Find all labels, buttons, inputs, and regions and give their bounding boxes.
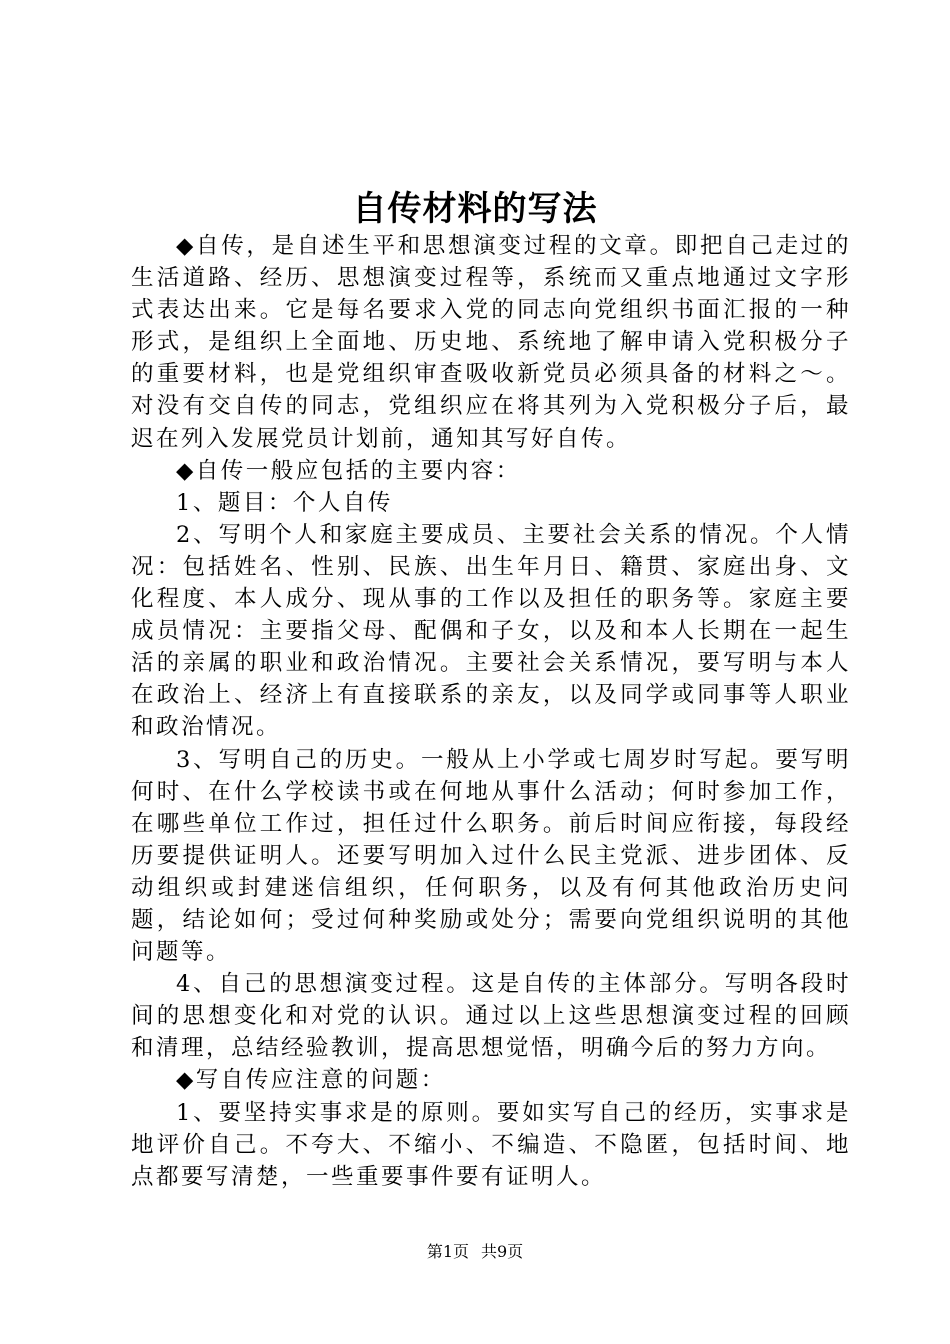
page-footer [0, 1240, 950, 1264]
paragraph-item-family: 2、写明个人和家庭主要成员、主要社会关系的情况。个人情况：包括姓名、性别、民族、出生年月日、籍贯、家庭出身、文化程度、本人成分、现从事的工作以及担任的职务等。家庭主要成员情况：主要指父母、配偶和子女，以及和本人长期在一起生活的亲属的职业和政治情况。主要社会关系情况，要写明与本人在政治上、经济上有直接联系的亲友，以及同学或同事等人职业和政治情况。 [131, 521, 851, 741]
page-total: 共9页 [481, 1242, 524, 1261]
document-body [131, 230, 851, 1193]
paragraph-item-history: 3、写明自己的历史。一般从上小学或七周岁时写起。要写明何时、在什么学校读书或在何地从事什么活动；何时参加工作，在哪些单位工作过，担任过什么职务。前后时间应衔接，每段经历要提供证明人。还要写明加入过什么民主党派、进步团体、反动组织或封建迷信组织，任何职务，以及有何其他政治历史问题，结论如何；受过何种奖励或处分；需要向党组织说明的其他问题等。 [131, 746, 851, 966]
paragraph-item-title: 1、题目：个人自传 [176, 489, 393, 516]
paragraph-intro: ◆自传，是自述生平和思想演变过程的文章。即把自己走过的生活道路、经历、思想演变过程等，系统而又重点地通过文字形式表达出来。它是每名要求入党的同志向党组织书面汇报的一种形式，是组织上全面地、历史地、系统地了解申请入党积极分子的重要材料，也是党组织审查吸收新党员必须具备的材料之～。对没有交自传的同志，党组织应在将其列为入党积极分子后，最迟在列入发展党员计划前，通知其写好自传。 [131, 233, 851, 452]
document-title: 自传材料的写法 [352, 189, 598, 229]
paragraph-note-truth: 1、要坚持实事求是的原则。要如实写自己的经历，实事求是地评价自己。不夸大、不缩小、不编造、不隐匿，包括时间、地点都要写清楚，一些重要事件要有证明人。 [131, 1099, 851, 1190]
paragraph-item-thought: 4、自己的思想演变过程。这是自传的主体部分。写明各段时间的思想变化和对党的认识。通过以上这些思想演变过程的回顾和清理，总结经验教训，提高思想觉悟，明确今后的努力方向。 [131, 971, 851, 1062]
paragraph-notes-heading: ◆写自传应注意的问题： [176, 1067, 446, 1094]
page-number: 第1页 [426, 1242, 469, 1261]
paragraph-contents-heading: ◆自传一般应包括的主要内容： [176, 457, 521, 484]
